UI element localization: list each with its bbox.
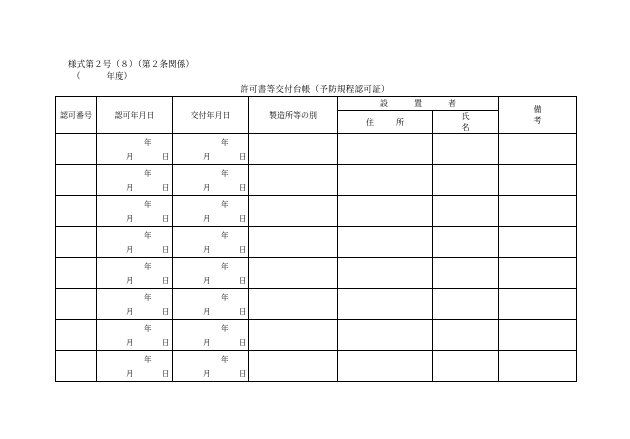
date-year-label: 年 <box>221 138 229 147</box>
facility-type-cell[interactable] <box>249 227 338 258</box>
name-cell[interactable] <box>433 351 499 382</box>
issue-date-cell[interactable] <box>173 165 249 196</box>
date-day-label: 日 <box>162 214 170 223</box>
name-cell[interactable] <box>433 289 499 320</box>
table-row <box>56 165 577 196</box>
date-day-label: 日 <box>162 307 170 316</box>
date-day-label: 日 <box>162 276 170 285</box>
col-issue-date: 交付年月日 <box>173 97 249 134</box>
approval-no-cell[interactable] <box>56 320 97 351</box>
form-label: 様式第２号（８）（第２条関係） <box>68 60 195 70</box>
approval-date-cell[interactable] <box>97 258 173 289</box>
date-day-label: 日 <box>239 152 247 161</box>
issue-date-cell[interactable] <box>173 351 249 382</box>
table-row <box>56 258 577 289</box>
approval-no-cell[interactable] <box>56 227 97 258</box>
facility-type-cell[interactable] <box>249 165 338 196</box>
issue-date-cell[interactable] <box>173 227 249 258</box>
col-facility-type: 製造所等の別 <box>249 97 338 134</box>
remarks-cell[interactable] <box>499 134 577 165</box>
remarks-cell[interactable] <box>499 227 577 258</box>
date-month-label: 月 <box>203 276 211 285</box>
issue-date-cell[interactable] <box>173 289 249 320</box>
date-day-label: 日 <box>162 152 170 161</box>
date-year-label: 年 <box>144 138 152 147</box>
address-cell[interactable] <box>338 258 433 289</box>
facility-type-cell[interactable] <box>249 196 338 227</box>
date-year-label: 年 <box>144 324 152 333</box>
fiscal-year-suffix: 年度） <box>106 72 133 82</box>
approval-no-cell[interactable] <box>56 258 97 289</box>
table-row <box>56 196 577 227</box>
remarks-cell[interactable] <box>499 165 577 196</box>
date-day-label: 日 <box>239 338 247 347</box>
col-approval-date: 認可年月日 <box>97 97 173 134</box>
issue-date-cell[interactable] <box>173 134 249 165</box>
name-cell[interactable] <box>433 196 499 227</box>
date-month-label: 月 <box>126 369 134 378</box>
address-cell[interactable] <box>338 351 433 382</box>
table-row <box>56 227 577 258</box>
name-cell[interactable] <box>433 320 499 351</box>
date-day-label: 日 <box>239 369 247 378</box>
date-month-label: 月 <box>203 245 211 254</box>
date-month-label: 月 <box>203 338 211 347</box>
issue-date-cell[interactable] <box>173 320 249 351</box>
date-month-label: 月 <box>203 152 211 161</box>
table-row <box>56 134 577 165</box>
date-month-label: 月 <box>126 338 134 347</box>
facility-type-cell[interactable] <box>249 351 338 382</box>
remarks-cell[interactable] <box>499 320 577 351</box>
table-row <box>56 289 577 320</box>
address-cell[interactable] <box>338 320 433 351</box>
name-cell[interactable] <box>433 227 499 258</box>
date-day-label: 日 <box>162 369 170 378</box>
approval-no-cell[interactable] <box>56 196 97 227</box>
address-cell[interactable] <box>338 134 433 165</box>
date-year-label: 年 <box>221 262 229 271</box>
date-day-label: 日 <box>239 307 247 316</box>
date-month-label: 月 <box>203 183 211 192</box>
date-year-label: 年 <box>221 200 229 209</box>
issue-date-cell[interactable] <box>173 196 249 227</box>
ledger-body <box>56 134 577 382</box>
date-year-label: 年 <box>221 355 229 364</box>
date-year-label: 年 <box>144 169 152 178</box>
date-day-label: 日 <box>239 276 247 285</box>
table-row <box>56 320 577 351</box>
date-year-label: 年 <box>144 231 152 240</box>
name-cell[interactable] <box>433 165 499 196</box>
approval-no-cell[interactable] <box>56 289 97 320</box>
name-cell[interactable] <box>433 134 499 165</box>
remarks-cell[interactable] <box>499 351 577 382</box>
date-day-label: 日 <box>162 338 170 347</box>
approval-no-cell[interactable] <box>56 134 97 165</box>
date-month-label: 月 <box>126 245 134 254</box>
remarks-cell[interactable] <box>499 258 577 289</box>
approval-date-cell[interactable] <box>97 289 173 320</box>
address-cell[interactable] <box>338 227 433 258</box>
date-month-label: 月 <box>126 307 134 316</box>
facility-type-cell[interactable] <box>249 258 338 289</box>
approval-date-cell[interactable] <box>97 134 173 165</box>
date-year-label: 年 <box>221 169 229 178</box>
date-month-label: 月 <box>126 214 134 223</box>
date-month-label: 月 <box>203 369 211 378</box>
approval-date-cell[interactable] <box>97 351 173 382</box>
approval-date-cell[interactable] <box>97 196 173 227</box>
remarks-cell[interactable] <box>499 289 577 320</box>
col-installer: 設置者 <box>338 97 499 111</box>
address-cell[interactable] <box>338 196 433 227</box>
fiscal-year-line <box>72 70 132 82</box>
col-name: 氏名 <box>433 111 499 134</box>
col-approval-no: 認可番号 <box>56 97 97 134</box>
date-year-label: 年 <box>144 200 152 209</box>
date-year-label: 年 <box>221 324 229 333</box>
date-month-label: 月 <box>203 214 211 223</box>
date-month-label: 月 <box>126 183 134 192</box>
date-day-label: 日 <box>162 183 170 192</box>
date-month-label: 月 <box>203 307 211 316</box>
issue-date-cell[interactable] <box>173 258 249 289</box>
date-day-label: 日 <box>239 245 247 254</box>
remarks-cell[interactable] <box>499 196 577 227</box>
name-cell[interactable] <box>433 258 499 289</box>
date-year-label: 年 <box>221 231 229 240</box>
col-remarks: 備考 <box>499 97 577 134</box>
address-cell[interactable] <box>338 289 433 320</box>
approval-date-cell[interactable] <box>97 165 173 196</box>
facility-type-cell[interactable] <box>249 134 338 165</box>
approval-date-cell[interactable] <box>97 320 173 351</box>
date-year-label: 年 <box>221 293 229 302</box>
approval-no-cell[interactable] <box>56 165 97 196</box>
date-year-label: 年 <box>144 262 152 271</box>
date-month-label: 月 <box>126 152 134 161</box>
date-year-label: 年 <box>144 293 152 302</box>
ledger-table <box>55 96 577 382</box>
document-title: 許可書等交付台帳（予防規程認可証） <box>240 85 390 95</box>
date-day-label: 日 <box>239 183 247 192</box>
date-day-label: 日 <box>162 245 170 254</box>
date-month-label: 月 <box>126 276 134 285</box>
fiscal-year-open: （ <box>72 72 81 82</box>
date-day-label: 日 <box>239 214 247 223</box>
address-cell[interactable] <box>338 165 433 196</box>
date-year-label: 年 <box>144 355 152 364</box>
facility-type-cell[interactable] <box>249 320 338 351</box>
table-row <box>56 351 577 382</box>
col-address: 住所 <box>338 111 433 134</box>
facility-type-cell[interactable] <box>249 289 338 320</box>
approval-date-cell[interactable] <box>97 227 173 258</box>
approval-no-cell[interactable] <box>56 351 97 382</box>
